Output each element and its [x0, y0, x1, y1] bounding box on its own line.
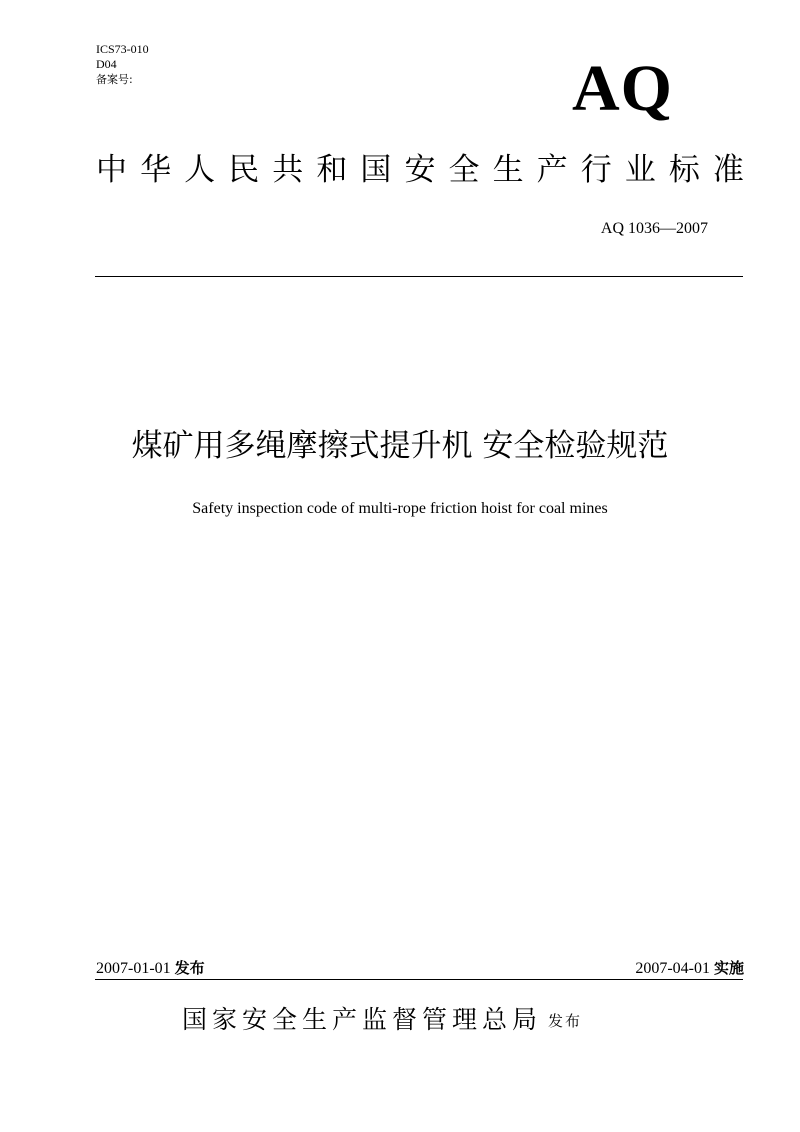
implement-date-line [635, 958, 744, 979]
industry-heading-char: 行 [580, 152, 612, 188]
classification-code: D04 [96, 57, 117, 71]
industry-heading-char: 业 [624, 152, 656, 188]
industry-heading-char: 民 [228, 152, 260, 188]
publish-date: 2007-01-01 [96, 960, 171, 977]
document-codes [96, 42, 149, 87]
issuer-name: 国家安全生产监督管理总局 [182, 1005, 543, 1034]
industry-heading-char: 人 [184, 152, 216, 188]
industry-heading-char: 中 [96, 152, 127, 188]
industry-heading-char: 共 [272, 152, 304, 188]
industry-heading-char: 生 [492, 152, 524, 188]
publish-date-line [96, 958, 205, 979]
issuing-authority [182, 1002, 582, 1039]
industry-heading-char: 安 [404, 152, 436, 188]
publish-label: 发布 [174, 959, 205, 977]
industry-heading-char: 全 [448, 152, 480, 188]
standard-number: AQ 1036—2007 [600, 220, 708, 237]
footer-divider [95, 979, 743, 980]
industry-heading-char: 国 [360, 152, 392, 188]
industry-heading-char: 标 [668, 152, 700, 188]
ics-code: ICS73-010 [96, 42, 149, 56]
industry-heading-char: 产 [536, 152, 568, 188]
issuer-suffix: 发布 [548, 1012, 583, 1030]
industry-heading-char: 华 [140, 152, 172, 188]
header-divider [95, 276, 743, 277]
aq-logo: AQ [572, 52, 673, 125]
document-title-chinese: 煤矿用多绳摩擦式提升机 安全检验规范 [131, 428, 669, 464]
implement-date: 2007-04-01 [635, 960, 710, 977]
industry-heading-char: 和 [316, 152, 348, 188]
industry-heading-char: 准 [712, 152, 744, 188]
document-title-english: Safety inspection code of multi-rope friction hoist for coal mines [192, 500, 608, 517]
industry-standard-heading [96, 148, 744, 192]
implement-label: 实施 [713, 959, 744, 977]
record-number-label: 备案号: [96, 73, 133, 86]
